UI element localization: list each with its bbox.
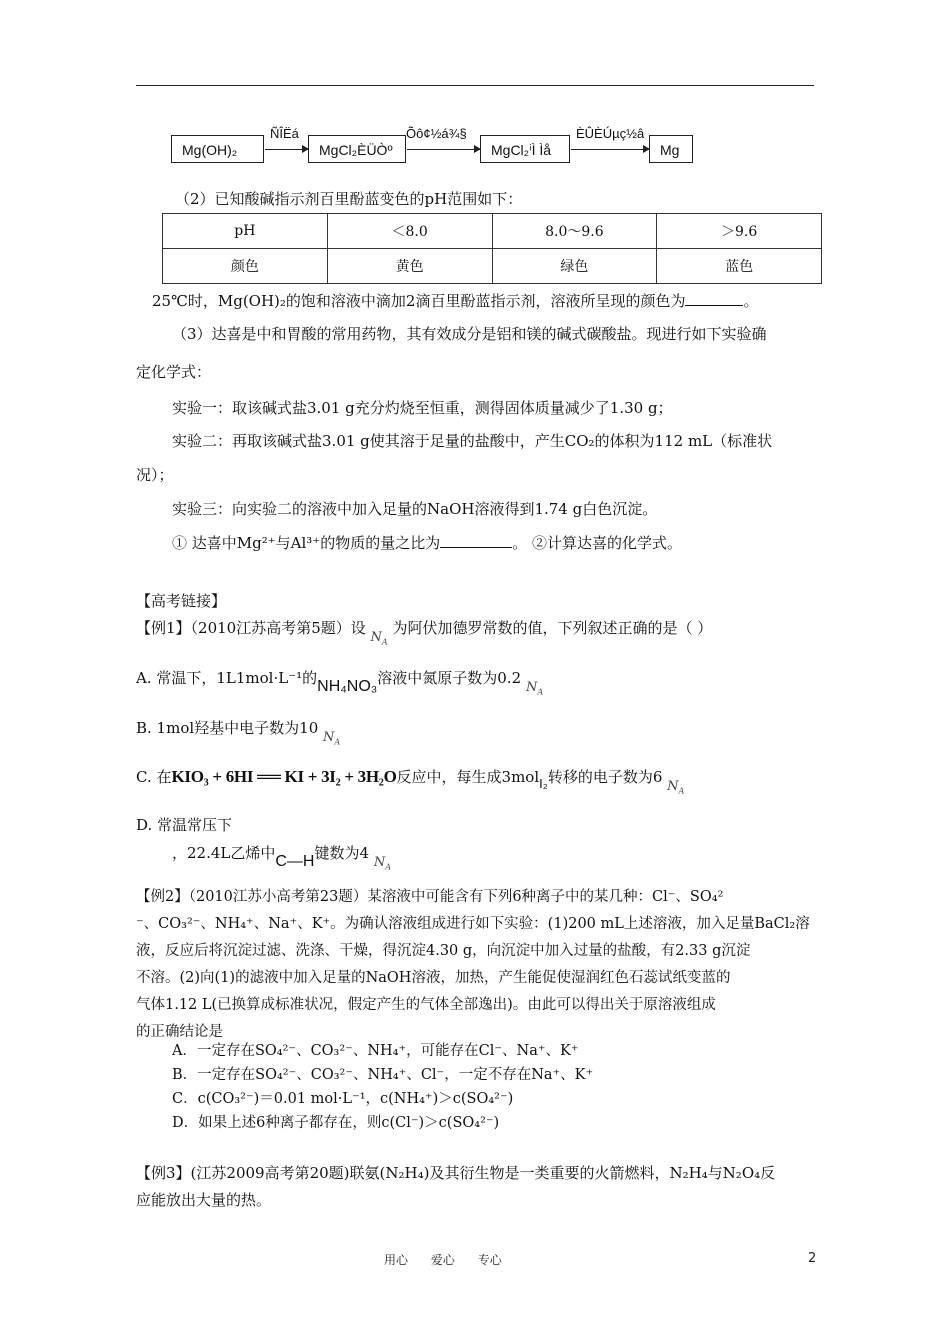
header-rule <box>136 85 814 86</box>
ch-bond: C—H <box>275 853 315 870</box>
example-2-line: ⁻、CO₃²⁻、NH₄⁺、Na⁺、K⁺。为确认溶液组成进行如下实验：(1)200 mL上述溶液，加入足量BaCl₂溶 <box>136 916 810 932</box>
table-cell: 颜色 <box>163 249 328 284</box>
ph-range-table <box>162 213 822 284</box>
table-row <box>163 214 822 249</box>
example-1-option-d-cont <box>172 842 391 872</box>
flow-arrow-3 <box>571 149 649 150</box>
na-subscript: A <box>537 687 544 697</box>
flow-box-mgcl2-solution: MgCl₂ÈÜÒº <box>308 135 406 163</box>
nh4no3-formula: NH₄NO₃ <box>317 678 378 695</box>
q3-sub-a: ① 达喜中Mg²⁺与Al³⁺的物质的量之比为 <box>172 534 441 552</box>
na-letter: N <box>525 680 538 695</box>
flow-arrow-3-label: ÈÛÈÚµç½â <box>576 126 645 141</box>
example-3-line: 应能放出大量的热。 <box>136 1191 272 1209</box>
option-d-post: 键数为4 <box>314 844 370 862</box>
reaction-equation: KIO₃ + 6HI ══ KI + 3I₂ + 3H₂O <box>171 767 397 786</box>
example-2-option-c: C．c(CO₃²⁻)＝0.01 mol·L⁻¹，c(NH₄⁺)＞c(SO₄²⁻) <box>172 1091 514 1107</box>
example-2-line: 气体1.12 L(已换算成标准状况，假定产生的气体全部逸出)。由此可以得出关于原溶液组成 <box>136 997 716 1013</box>
avogadro-symbol <box>374 855 391 870</box>
avogadro-symbol <box>371 630 388 645</box>
experiment-2: 实验二：再取该碱式盐3.01 g使其溶于足量的盐酸中，产生CO₂的体积为112 mL（标准状 <box>172 432 773 450</box>
option-c-post: 转移的电子数为6 <box>547 768 663 786</box>
table-cell: 8.0～9.6 <box>492 214 657 249</box>
footer-motto: 用心 爱心 专心 <box>384 1253 502 1267</box>
example-1-option-d: D. 常温常压下 <box>136 816 233 834</box>
na-letter: N <box>323 730 335 745</box>
q2-question-text: 25℃时，Mg(OH)₂的饱和溶液中滴加2滴百里酚蓝指示剂，溶液所呈现的颜色为 <box>152 292 686 310</box>
flow-arrow-1-label: ÑÎËá <box>270 126 299 141</box>
example-1-head-tail: 为阿伏加德罗常数的值，下列叙述正确的是（ ） <box>392 619 713 637</box>
q3-line1: （3）达喜是中和胃酸的常用药物，其有效成分是铝和镁的碱式碳酸盐。现进行如下实验确 <box>172 325 767 343</box>
table-cell: 蓝色 <box>657 249 822 284</box>
table-cell: ＜8.0 <box>327 214 492 249</box>
option-d-pre: ，22.4L乙烯中 <box>172 844 276 862</box>
experiment-3: 实验三：向实验二的溶液中加入足量的NaOH溶液得到1.74 g白色沉淀。 <box>172 500 658 518</box>
q3-subquestions <box>172 532 682 553</box>
option-c-mid: 反应中，每生成3mol <box>396 768 540 786</box>
example-1-option-a <box>136 667 544 697</box>
answer-blank <box>440 533 512 548</box>
table-cell: ＞9.6 <box>657 214 822 249</box>
na-subscript: A <box>385 862 391 872</box>
example-2-line: 的正确结论是 <box>136 1024 223 1040</box>
option-b-pre: B. 1mol羟基中电子数为10 <box>136 719 319 737</box>
example-2-option-d: D．如果上述6种离子都存在，则c(Cl⁻)＞c(SO₄²⁻) <box>172 1115 500 1131</box>
table-cell: 黄色 <box>327 249 492 284</box>
avogadro-symbol <box>323 730 340 745</box>
flow-box-mg: Mg <box>649 135 693 163</box>
example-2-line: 液，反应后将沉淀过滤、洗涤、干燥，得沉淀4.30 g，向沉淀中加入过量的盐酸，有2.33 g沉淀 <box>136 943 751 959</box>
na-subscript: A <box>334 737 341 747</box>
flow-arrow-1 <box>265 149 308 150</box>
na-subscript: A <box>381 637 388 647</box>
example-2-option-b: B．一定存在SO₄²⁻、CO₃²⁻、NH₄⁺、Cl⁻，一定不存在Na⁺、K⁺ <box>172 1067 594 1083</box>
experiment-1: 实验一：取该碱式盐3.01 g充分灼烧至恒重，测得固体质量减少了1.30 g； <box>172 399 673 417</box>
example-3-line: 【例3】(江苏2009高考第20题)联氨(N₂H₄)及其衍生物是一类重要的火箭燃料，N₂H₄与N₂O₄反 <box>136 1164 776 1182</box>
option-c-pre: C. 在 <box>136 768 172 786</box>
q2-question-end: 。 <box>743 292 759 310</box>
section-title: 【高考链接】 <box>136 592 227 610</box>
table-cell: pH <box>163 214 328 249</box>
option-a-post: 溶液中氮原子数为0.2 <box>377 669 522 687</box>
avogadro-symbol <box>526 680 543 695</box>
experiment-2-cont: 况）； <box>136 466 174 484</box>
table-row <box>163 249 822 284</box>
q3-sub-b: 。 ②计算达喜的化学式。 <box>512 534 683 552</box>
avogadro-symbol <box>667 779 684 794</box>
example-2-option-a: A．一定存在SO₄²⁻、CO₃²⁻、NH₄⁺，可能存在Cl⁻、Na⁺、K⁺ <box>172 1043 579 1059</box>
option-a-pre: A. 常温下，1L1mol·L⁻¹的 <box>136 669 318 687</box>
answer-blank <box>685 291 743 306</box>
na-letter: N <box>373 855 386 870</box>
example-1-head <box>136 617 713 647</box>
table-cell: 绿色 <box>492 249 657 284</box>
na-letter: N <box>667 779 679 794</box>
flow-box-mgoh2: Mg(OH)₂ <box>171 135 264 163</box>
example-2-line: 【例2】（2010江苏小高考第23题）某溶液中可能含有下列6种离子中的某几种：Cl⁻、SO₄² <box>136 889 724 905</box>
na-letter: N <box>370 630 382 645</box>
q3-line2: 定化学式： <box>136 363 212 381</box>
example-2-line: 不溶。(2)向(1)的滤液中加入足量的NaOH溶液，加热，产生能促使湿润红色石蕊试纸变蓝的 <box>136 970 731 986</box>
q2-intro: （2）已知酸碱指示剂百里酚蓝变色的pH范围如下： <box>175 190 523 208</box>
example-1-option-b <box>136 717 341 747</box>
example-1-option-c <box>136 766 685 796</box>
flow-arrow-2 <box>407 149 480 150</box>
page-number: 2 <box>808 1251 817 1266</box>
flow-box-mgcl2-solid: MgCl₂ⁱÌ Ìå <box>480 135 570 163</box>
flow-arrow-2-label: Õô¢½á¾§ <box>406 126 467 141</box>
na-subscript: A <box>678 786 685 796</box>
q2-question <box>152 290 759 311</box>
example-1-head-text: 【例1】（2010江苏高考第5题）设 <box>136 619 366 637</box>
i2-formula: I₂ <box>539 776 548 791</box>
